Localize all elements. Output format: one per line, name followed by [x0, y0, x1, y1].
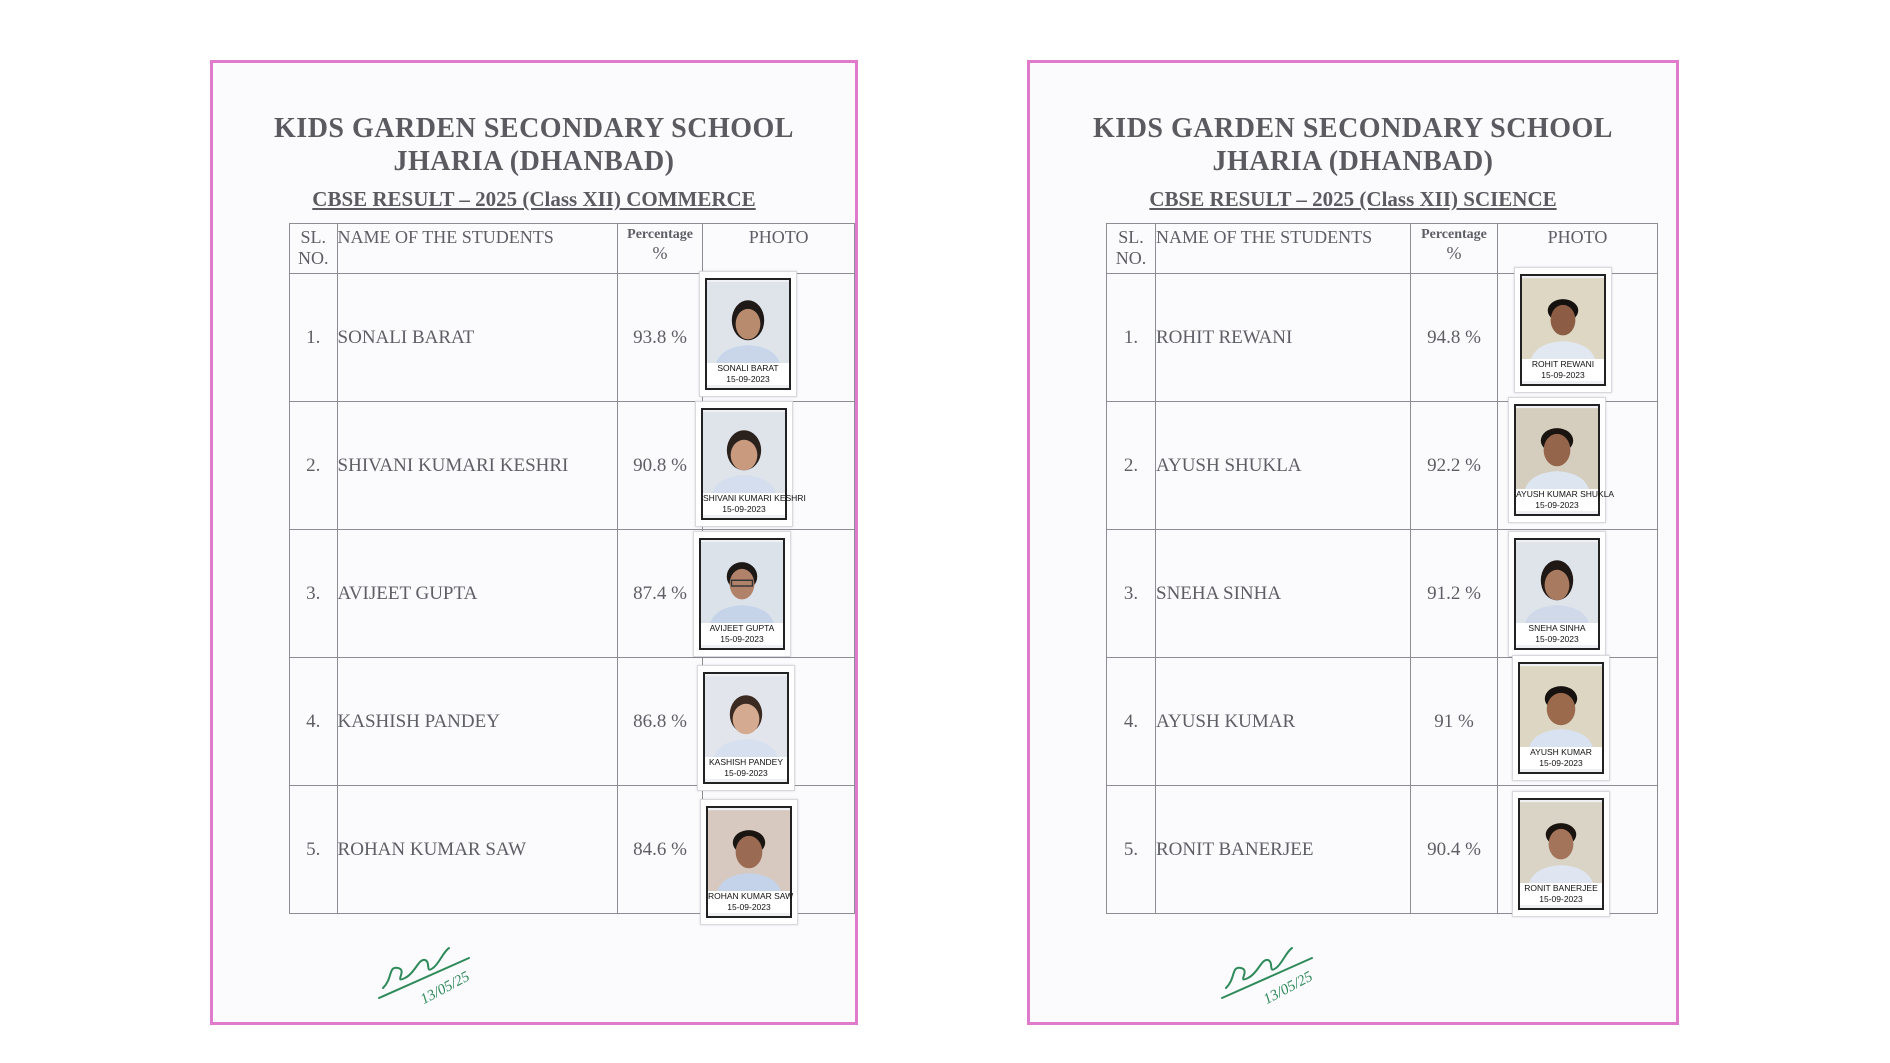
photo-caption-date: 15-09-2023 — [1541, 370, 1585, 380]
row-student-name: SHIVANI KUMARI KESHRI — [337, 402, 617, 530]
photo-caption-name: ROHAN KUMAR SAW — [708, 891, 794, 901]
photo-caption-date: 15-09-2023 — [726, 374, 770, 384]
principal-signature — [1216, 918, 1336, 1008]
portrait-icon — [1520, 800, 1602, 892]
student-photo — [1508, 397, 1615, 523]
science-result-title: CBSE RESULT – 2025 (Class XII) SCIENCE — [1149, 187, 1557, 211]
row-sl: 2. — [290, 402, 338, 530]
photo-caption-date: 15-09-2023 — [1539, 894, 1583, 904]
row-sl: 3. — [290, 530, 338, 658]
row-student-name: AYUSH KUMAR — [1156, 658, 1411, 786]
student-photo — [695, 401, 806, 527]
commerce-result-sheet — [210, 60, 858, 1025]
row-student-name: ROHIT REWANI — [1156, 274, 1411, 402]
photo-caption-date: 15-09-2023 — [1539, 758, 1583, 768]
signature-date: 13/05/25 — [1260, 968, 1316, 1008]
portrait-icon — [1520, 664, 1602, 756]
row-percentage: 92.2 % — [1411, 402, 1498, 530]
photo-caption-name: AYUSH KUMAR SHUKLA — [1516, 489, 1615, 499]
portrait-icon — [701, 540, 783, 632]
photo-caption-name: SONALI BARAT — [717, 363, 779, 373]
photo-caption-name: RONIT BANERJEE — [1524, 883, 1598, 893]
table-header-row — [1107, 224, 1658, 274]
student-photo — [693, 531, 791, 657]
header-percentage — [617, 224, 702, 274]
photo-caption-name: AVIJEET GUPTA — [709, 623, 775, 633]
school-name: KIDS GARDEN SECONDARY SCHOOL — [1093, 113, 1613, 144]
header-percent-symbol: % — [652, 243, 668, 263]
photo-caption-name: SNEHA SINHA — [1528, 623, 1586, 633]
photo-caption-name: AYUSH KUMAR — [1530, 747, 1592, 757]
photo-caption-date: 15-09-2023 — [1535, 634, 1579, 644]
photo-caption-name: KASHISH PANDEY — [708, 757, 783, 767]
header-sl-no: SL. NO. — [1107, 224, 1156, 274]
student-photo — [1512, 655, 1610, 781]
row-percentage: 84.6 % — [617, 786, 702, 914]
photo-caption-name: SHIVANI KUMARI KESHRI — [703, 493, 806, 503]
row-student-name: RONIT BANERJEE — [1156, 786, 1411, 914]
row-percentage: 91 % — [1411, 658, 1498, 786]
student-photo — [700, 799, 798, 925]
header-photo: PHOTO — [1498, 224, 1658, 274]
row-percentage: 86.8 % — [617, 658, 702, 786]
school-place: JHARIA (DHANBAD) — [393, 146, 675, 177]
header-name: NAME OF THE STUDENTS — [337, 224, 617, 274]
signature-date: 13/05/25 — [417, 968, 473, 1008]
student-photo — [697, 665, 795, 791]
science-result-sheet — [1027, 60, 1679, 1025]
principal-signature — [373, 918, 493, 1008]
photo-caption-date: 15-09-2023 — [722, 504, 766, 514]
row-student-name: ROHAN KUMAR SAW — [337, 786, 617, 914]
photo-caption-date: 15-09-2023 — [724, 768, 768, 778]
table-header-row — [290, 224, 855, 274]
row-student-name: SNEHA SINHA — [1156, 530, 1411, 658]
header-name: NAME OF THE STUDENTS — [1156, 224, 1411, 274]
row-percentage: 90.4 % — [1411, 786, 1498, 914]
row-sl: 2. — [1107, 402, 1156, 530]
header-percent-symbol: % — [1446, 243, 1462, 263]
row-sl: 3. — [1107, 530, 1156, 658]
photo-caption-date: 15-09-2023 — [1535, 500, 1579, 510]
photo-caption-date: 15-09-2023 — [727, 902, 771, 912]
portrait-icon — [707, 280, 789, 372]
row-student-name: AYUSH SHUKLA — [1156, 402, 1411, 530]
photo-caption-date: 15-09-2023 — [720, 634, 764, 644]
row-sl: 5. — [1107, 786, 1156, 914]
student-photo — [699, 271, 797, 397]
school-place: JHARIA (DHANBAD) — [1212, 146, 1494, 177]
header-sl-no: SL. NO. — [290, 224, 338, 274]
portrait-icon — [1516, 406, 1615, 499]
portrait-icon — [703, 410, 806, 503]
row-percentage: 87.4 % — [617, 530, 702, 658]
row-sl: 1. — [290, 274, 338, 402]
student-photo — [1508, 531, 1606, 657]
commerce-result-title: CBSE RESULT – 2025 (Class XII) COMMERCE — [312, 187, 756, 211]
row-sl: 5. — [290, 786, 338, 914]
row-percentage: 94.8 % — [1411, 274, 1498, 402]
header-percentage-label: Percentage — [627, 227, 693, 242]
row-percentage: 90.8 % — [617, 402, 702, 530]
header-percentage — [1411, 224, 1498, 274]
row-student-name: AVIJEET GUPTA — [337, 530, 617, 658]
row-student-name: SONALI BARAT — [337, 274, 617, 402]
photo-caption-name: ROHIT REWANI — [1531, 359, 1595, 369]
row-sl: 4. — [1107, 658, 1156, 786]
row-sl: 1. — [1107, 274, 1156, 402]
portrait-icon — [705, 674, 787, 766]
school-name: KIDS GARDEN SECONDARY SCHOOL — [274, 113, 794, 144]
portrait-icon — [1522, 276, 1604, 368]
row-student-name: KASHISH PANDEY — [337, 658, 617, 786]
row-percentage: 91.2 % — [1411, 530, 1498, 658]
portrait-icon — [708, 808, 794, 901]
portrait-icon — [1516, 540, 1598, 632]
header-percentage-label: Percentage — [1421, 227, 1487, 242]
student-photo — [1514, 267, 1612, 393]
student-photo — [1512, 791, 1610, 917]
row-percentage: 93.8 % — [617, 274, 702, 402]
header-photo: PHOTO — [703, 224, 855, 274]
row-sl: 4. — [290, 658, 338, 786]
